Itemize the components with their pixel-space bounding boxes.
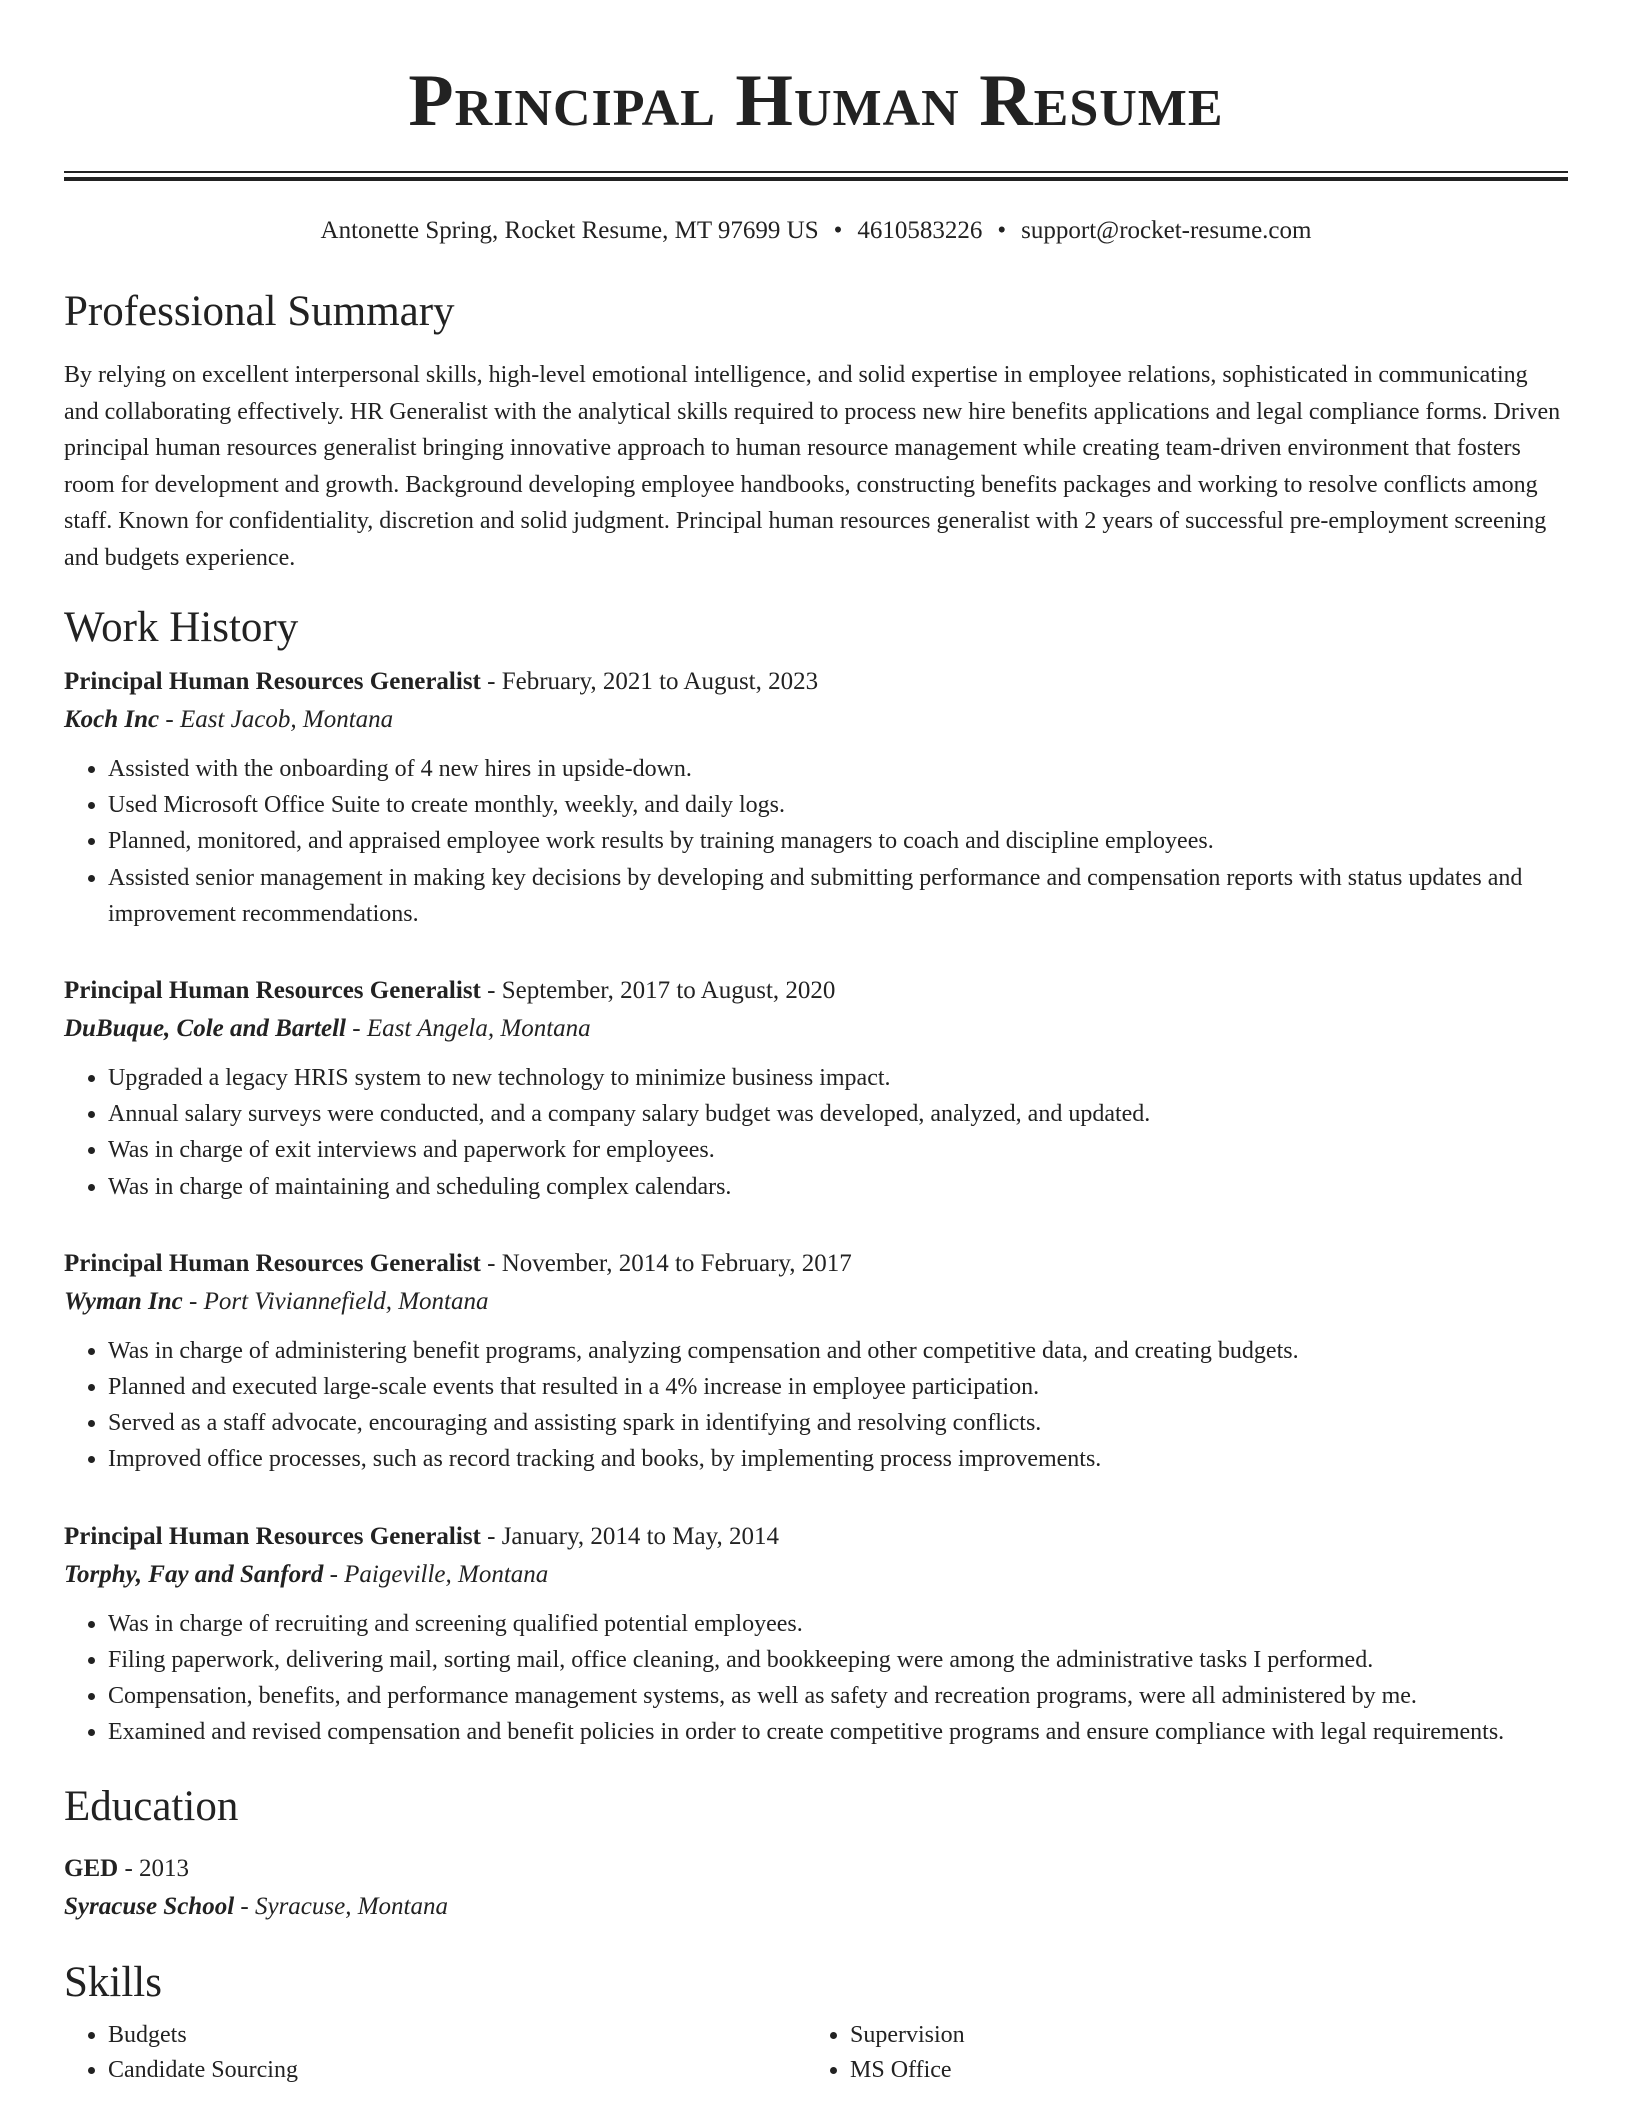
job-title: Principal Human Resources Generalist [64, 1249, 481, 1277]
company-line [64, 701, 1568, 739]
job-entry [64, 663, 1568, 932]
company-name: Wyman Inc [64, 1287, 183, 1315]
resume-title: Principal Human Resume [408, 60, 1224, 142]
job-bullet: • Assisted with the onboarding of 4 new hires in upside-down. [108, 751, 1568, 787]
school-location: - Syracuse, Montana [234, 1893, 448, 1921]
job-dates: - January, 2014 to May, 2014 [480, 1522, 779, 1550]
job-entry [64, 1245, 1568, 1478]
job-dates: - November, 2014 to February, 2017 [480, 1249, 852, 1277]
resume-page [64, 0, 1568, 2088]
skills-heading: Skills [64, 1959, 162, 2007]
job-bullet: • Planned and executed large-scale events that resulted in a 4% increase in employee participation. [108, 1369, 1568, 1405]
job-title-line [64, 972, 1568, 1010]
contact-separator: • [833, 217, 843, 244]
job-title-line [64, 1245, 1568, 1283]
job-bullet: • Compensation, benefits, and performance management systems, as well as safety and recreation programs, were all administered by me. [108, 1678, 1568, 1714]
job-title: Principal Human Resources Generalist [64, 1522, 481, 1550]
job-bullets [64, 1060, 1568, 1205]
school-line [64, 1888, 1568, 1926]
job-title: Principal Human Resources Generalist [64, 977, 481, 1005]
contact-line [64, 215, 1568, 247]
degree-line [64, 1850, 1568, 1888]
skill-item: • Budgets [108, 2018, 806, 2053]
skill-item: • Supervision [850, 2018, 1548, 2053]
job-bullet: • Assisted senior management in making key decisions by developing and submitting performance and compensation reports with status updates and improvement recommendations. [108, 860, 1568, 932]
summary-heading: Professional Summary [64, 288, 455, 335]
job-bullet: • Served as a staff advocate, encouraging and assisting spark in identifying and resolving conflicts. [108, 1405, 1568, 1441]
skills-column-right [806, 2018, 1548, 2088]
job-bullets [64, 751, 1568, 932]
job-bullet: • Planned, monitored, and appraised employee work results by training managers to coach and discipline employees. [108, 823, 1568, 859]
skills-column-left [64, 2018, 806, 2088]
job-title-line [64, 663, 1568, 701]
company-name: Torphy, Fay and Sanford [64, 1560, 324, 1588]
title-divider [64, 171, 1568, 181]
job-entry [64, 972, 1568, 1205]
company-line [64, 1010, 1568, 1048]
job-entry [64, 1518, 1568, 1751]
company-line [64, 1556, 1568, 1594]
contact-email: support@rocket-resume.com [1021, 217, 1312, 244]
job-title: Principal Human Resources Generalist [64, 668, 481, 695]
contact-separator: • [997, 217, 1007, 244]
company-location: - East Angela, Montana [346, 1015, 591, 1043]
school-name: Syracuse School [64, 1893, 235, 1921]
company-location: - Port Viviannefield, Montana [182, 1287, 489, 1315]
job-bullet: • Was in charge of maintaining and scheduling complex calendars. [108, 1169, 1568, 1205]
education-entry [64, 1850, 1568, 1926]
job-bullet: • Examined and revised compensation and benefit policies in order to create competitive programs and ensure compliance with legal requirements. [108, 1714, 1568, 1750]
job-bullet: • Improved office processes, such as record tracking and books, by implementing process improvements. [108, 1441, 1568, 1477]
summary-text: By relying on excellent interpersonal skills, high-level emotional intelligence, and solid expertise in employee relations, sophisticated in communicating and collaborating effectively. HR Generalist with the analytical skills required to process new hire benefits applications and legal compliance forms. Driven principal human resources generalist bringing innovative approach to human resource management while creating team-driven environment that fosters room for development and growth. Background developing employee handbooks, constructing benefits packages and working to resolve conflicts among staff. Known for confidentiality, discretion and solid judgment. Principal human resources generalist with 2 years of successful pre-employment screening and budgets experience. [64, 362, 1561, 571]
degree: GED [64, 1855, 119, 1883]
education-heading: Education [64, 1783, 239, 1831]
degree-year: - 2013 [118, 1855, 190, 1883]
skill-item: • Candidate Sourcing [108, 2053, 806, 2088]
job-dates: - September, 2017 to August, 2020 [480, 977, 836, 1005]
company-location: - Paigeville, Montana [323, 1560, 549, 1588]
skills-list [64, 2018, 1568, 2088]
skill-item: • MS Office [850, 2053, 1548, 2088]
job-dates: - February, 2021 to August, 2023 [480, 668, 819, 695]
job-bullet: • Filing paperwork, delivering mail, sorting mail, office cleaning, and bookkeeping were among the administrative tasks I performed. [108, 1642, 1568, 1678]
company-location: - East Jacob, Montana [159, 706, 394, 733]
work-history-heading: Work History [64, 604, 299, 651]
job-bullet: • Was in charge of administering benefit programs, analyzing compensation and other competitive data, and creating budgets. [108, 1333, 1568, 1369]
job-bullet: • Upgraded a legacy HRIS system to new technology to minimize business impact. [108, 1060, 1568, 1096]
job-bullet: • Was in charge of exit interviews and paperwork for employees. [108, 1132, 1568, 1168]
job-bullet: • Was in charge of recruiting and screening qualified potential employees. [108, 1606, 1568, 1642]
job-bullets [64, 1333, 1568, 1478]
contact-address: Antonette Spring, Rocket Resume, MT 97699 US [320, 217, 819, 244]
company-name: Koch Inc [64, 706, 160, 733]
company-line [64, 1283, 1568, 1321]
job-bullets [64, 1606, 1568, 1751]
job-bullet: • Annual salary surveys were conducted, and a company salary budget was developed, analyzed, and updated. [108, 1096, 1568, 1132]
contact-phone: 4610583226 [857, 217, 983, 244]
job-bullet: • Used Microsoft Office Suite to create monthly, weekly, and daily logs. [108, 787, 1568, 823]
job-title-line [64, 1518, 1568, 1556]
company-name: DuBuque, Cole and Bartell [64, 1015, 346, 1043]
